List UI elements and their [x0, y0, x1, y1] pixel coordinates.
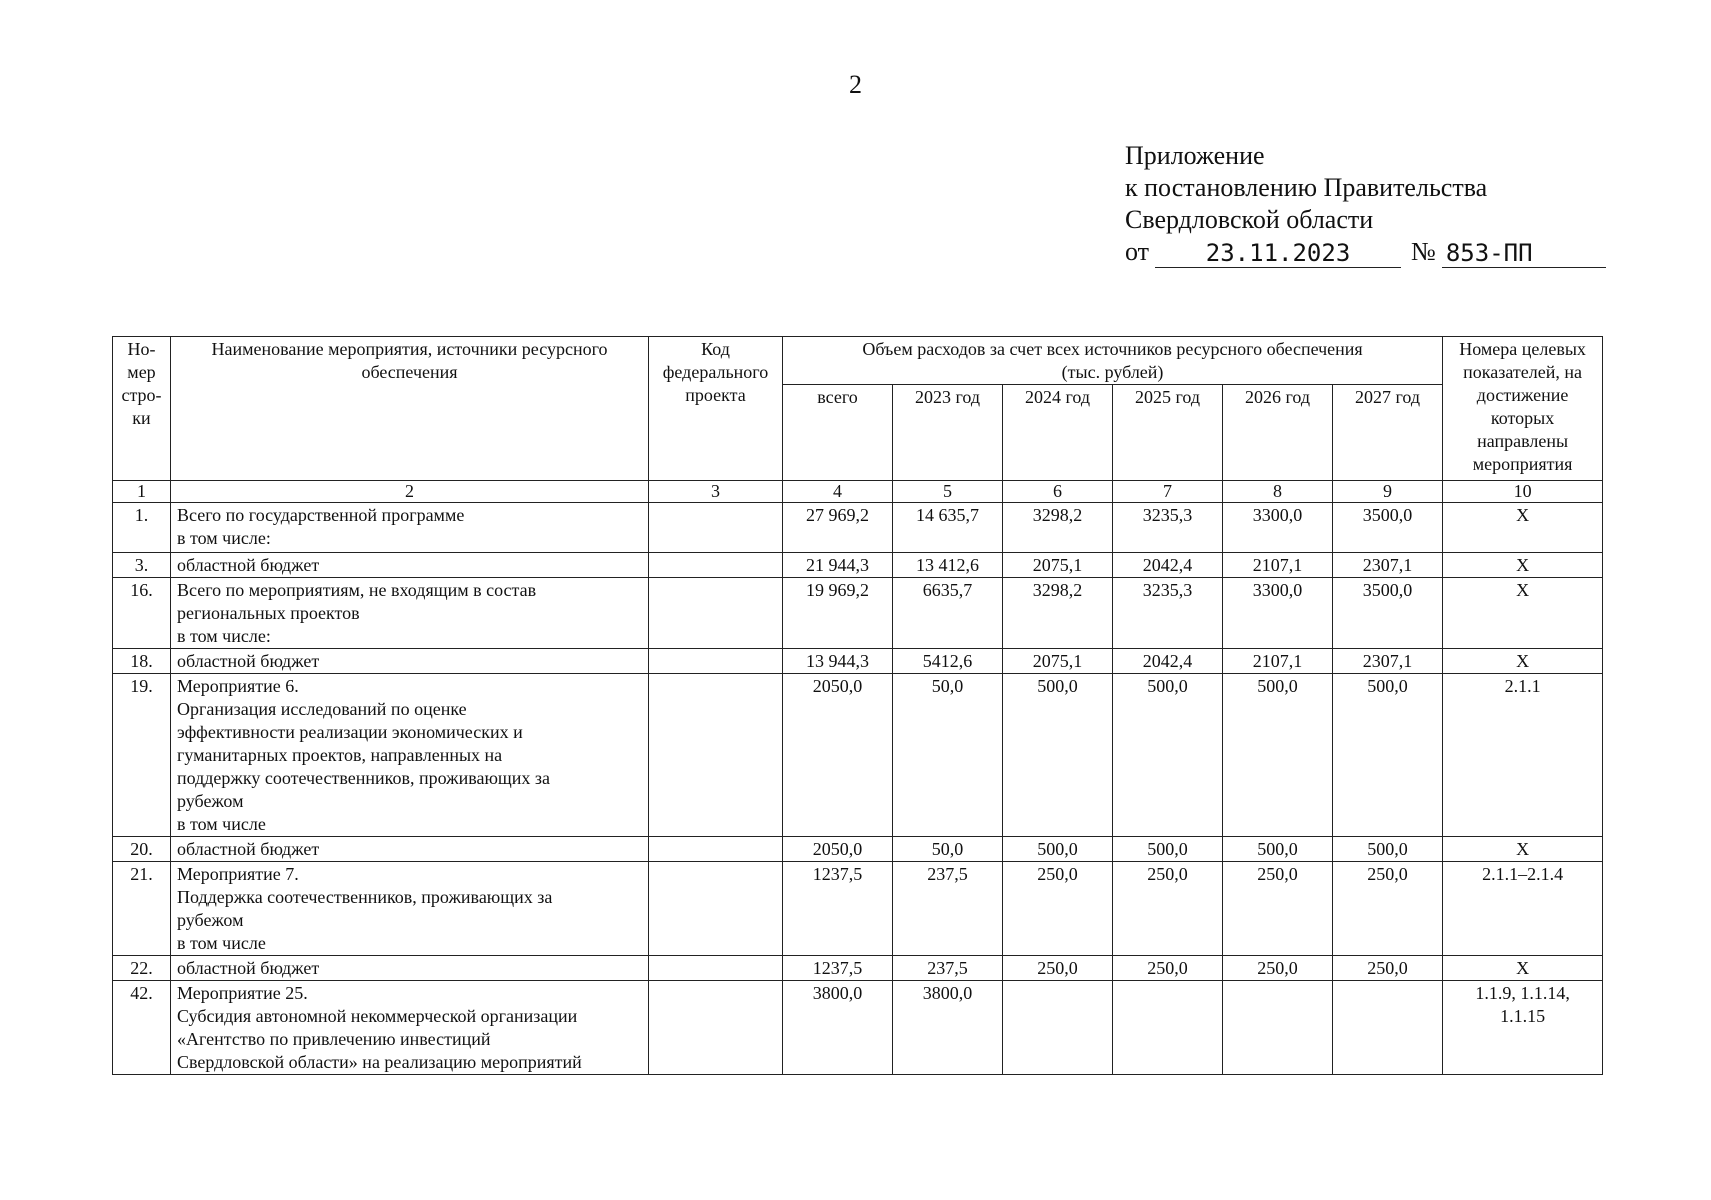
- row-2024: 3298,2: [1003, 503, 1113, 553]
- row-name: областной бюджет: [171, 837, 649, 862]
- table-row: [113, 553, 1603, 578]
- row-indicators: X: [1443, 553, 1603, 578]
- appendix-decree-line: к постановлению Правительства: [1125, 173, 1488, 202]
- row-project-code: [649, 503, 783, 553]
- row-project-code: [649, 956, 783, 981]
- row-name: областной бюджет: [171, 956, 649, 981]
- row-2025: 3235,3: [1113, 503, 1223, 553]
- row-total: 2050,0: [783, 837, 893, 862]
- row-2023: 5412,6: [893, 649, 1003, 674]
- row-2023: 13 412,6: [893, 553, 1003, 578]
- header-project-code: Код федерального проекта: [649, 337, 783, 481]
- row-2026: 3300,0: [1223, 578, 1333, 649]
- header-name: Наименование мероприятия, источники ресурсного обеспечения: [171, 337, 649, 481]
- page-number: 2: [849, 70, 862, 99]
- header-year-2025: 2025 год: [1113, 385, 1223, 481]
- row-2023: 6635,7: [893, 578, 1003, 649]
- row-total: 27 969,2: [783, 503, 893, 553]
- header-year-2023: 2023 год: [893, 385, 1003, 481]
- decree-date: 23.11.2023: [1155, 239, 1401, 268]
- row-name: Мероприятие 6. Организация исследований по оценке эффективности реализации экономических и гуманитарных проектов, направленных на поддержку соотечественников, проживающих за рубежом в том числе: [171, 674, 649, 837]
- row-number: 22.: [113, 956, 171, 981]
- row-number: 3.: [113, 553, 171, 578]
- row-2024: 250,0: [1003, 862, 1113, 956]
- table-header-row: [113, 337, 1603, 385]
- number-sign: №: [1411, 237, 1436, 266]
- row-project-code: [649, 553, 783, 578]
- row-2025: 250,0: [1113, 956, 1223, 981]
- row-indicators: X: [1443, 837, 1603, 862]
- header-total: всего: [783, 385, 893, 481]
- row-number: 19.: [113, 674, 171, 837]
- row-2024: 250,0: [1003, 956, 1113, 981]
- column-number: 9: [1333, 481, 1443, 503]
- row-2024: [1003, 981, 1113, 1075]
- row-2025: 2042,4: [1113, 553, 1223, 578]
- row-2023: 50,0: [893, 837, 1003, 862]
- row-indicators: X: [1443, 503, 1603, 553]
- row-2026: 3300,0: [1223, 503, 1333, 553]
- row-project-code: [649, 578, 783, 649]
- row-2027: 3500,0: [1333, 503, 1443, 553]
- row-2025: 500,0: [1113, 674, 1223, 837]
- row-project-code: [649, 981, 783, 1075]
- table-row: [113, 578, 1603, 649]
- row-total: 13 944,3: [783, 649, 893, 674]
- appendix-region-line: Свердловской области: [1125, 205, 1374, 234]
- appendix-date-number-line: [1125, 236, 1606, 268]
- row-number: 16.: [113, 578, 171, 649]
- budget-table: [112, 336, 1603, 1075]
- column-number: 3: [649, 481, 783, 503]
- row-indicators: 2.1.1–2.1.4: [1443, 862, 1603, 956]
- row-total: 3800,0: [783, 981, 893, 1075]
- table-row: [113, 956, 1603, 981]
- row-number: 18.: [113, 649, 171, 674]
- row-number: 1.: [113, 503, 171, 553]
- row-name: Всего по мероприятиям, не входящим в состав региональных проектов в том числе:: [171, 578, 649, 649]
- row-2026: 250,0: [1223, 862, 1333, 956]
- row-2025: [1113, 981, 1223, 1075]
- column-number: 4: [783, 481, 893, 503]
- row-2026: 500,0: [1223, 674, 1333, 837]
- row-2027: 3500,0: [1333, 578, 1443, 649]
- row-2025: 3235,3: [1113, 578, 1223, 649]
- row-number: 42.: [113, 981, 171, 1075]
- row-2023: 3800,0: [893, 981, 1003, 1075]
- row-name: областной бюджет: [171, 649, 649, 674]
- row-total: 19 969,2: [783, 578, 893, 649]
- row-indicators: X: [1443, 578, 1603, 649]
- row-2025: 500,0: [1113, 837, 1223, 862]
- decree-number: 853-ПП: [1442, 239, 1606, 268]
- row-2025: 250,0: [1113, 862, 1223, 956]
- row-project-code: [649, 649, 783, 674]
- header-target-indicators: Номера целевых показателей, на достижение которых направлены мероприятия: [1443, 337, 1603, 481]
- row-2027: 2307,1: [1333, 553, 1443, 578]
- row-2026: 500,0: [1223, 837, 1333, 862]
- column-number: 10: [1443, 481, 1603, 503]
- appendix-title: Приложение: [1125, 141, 1265, 170]
- row-number: 21.: [113, 862, 171, 956]
- row-indicators: X: [1443, 956, 1603, 981]
- row-2025: 2042,4: [1113, 649, 1223, 674]
- row-indicators: X: [1443, 649, 1603, 674]
- row-2024: 500,0: [1003, 674, 1113, 837]
- row-project-code: [649, 674, 783, 837]
- row-2027: 500,0: [1333, 837, 1443, 862]
- row-name: Мероприятие 25. Субсидия автономной некоммерческой организации «Агентство по привлечению инвестиций Свердловской области» на реализацию мероприятий: [171, 981, 649, 1075]
- row-total: 1237,5: [783, 862, 893, 956]
- row-total: 2050,0: [783, 674, 893, 837]
- table-row: [113, 837, 1603, 862]
- appendix-header: [1125, 140, 1606, 268]
- header-year-2027: 2027 год: [1333, 385, 1443, 481]
- row-2024: 2075,1: [1003, 649, 1113, 674]
- row-2023: 50,0: [893, 674, 1003, 837]
- row-total: 1237,5: [783, 956, 893, 981]
- row-name: Всего по государственной программе в том числе:: [171, 503, 649, 553]
- row-2027: 2307,1: [1333, 649, 1443, 674]
- column-number: 6: [1003, 481, 1113, 503]
- row-2026: 250,0: [1223, 956, 1333, 981]
- row-indicators: 2.1.1: [1443, 674, 1603, 837]
- table-row: [113, 862, 1603, 956]
- row-2023: 237,5: [893, 956, 1003, 981]
- column-number: 8: [1223, 481, 1333, 503]
- header-expense-volume: Объем расходов за счет всех источников ресурсного обеспечения (тыс. рублей): [783, 337, 1443, 385]
- row-number: 20.: [113, 837, 171, 862]
- row-2026: 2107,1: [1223, 553, 1333, 578]
- table-row: [113, 981, 1603, 1075]
- row-2023: 237,5: [893, 862, 1003, 956]
- column-number: 2: [171, 481, 649, 503]
- row-name: областной бюджет: [171, 553, 649, 578]
- row-2023: 14 635,7: [893, 503, 1003, 553]
- row-2027: 250,0: [1333, 956, 1443, 981]
- column-number-row: [113, 481, 1603, 503]
- row-2024: 500,0: [1003, 837, 1113, 862]
- table-row: [113, 503, 1603, 553]
- row-total: 21 944,3: [783, 553, 893, 578]
- row-2026: 2107,1: [1223, 649, 1333, 674]
- header-year-2024: 2024 год: [1003, 385, 1113, 481]
- column-number: 1: [113, 481, 171, 503]
- row-2026: [1223, 981, 1333, 1075]
- column-number: 7: [1113, 481, 1223, 503]
- column-number: 5: [893, 481, 1003, 503]
- table-row: [113, 674, 1603, 837]
- row-indicators: 1.1.9, 1.1.14, 1.1.15: [1443, 981, 1603, 1075]
- row-2027: 500,0: [1333, 674, 1443, 837]
- row-2027: [1333, 981, 1443, 1075]
- row-project-code: [649, 837, 783, 862]
- row-project-code: [649, 862, 783, 956]
- row-2024: 3298,2: [1003, 578, 1113, 649]
- row-2027: 250,0: [1333, 862, 1443, 956]
- table-row: [113, 649, 1603, 674]
- row-name: Мероприятие 7. Поддержка соотечественников, проживающих за рубежом в том числе: [171, 862, 649, 956]
- header-row-number: Но- мер стро- ки: [113, 337, 171, 481]
- header-year-2026: 2026 год: [1223, 385, 1333, 481]
- from-label: от: [1125, 237, 1150, 266]
- row-2024: 2075,1: [1003, 553, 1113, 578]
